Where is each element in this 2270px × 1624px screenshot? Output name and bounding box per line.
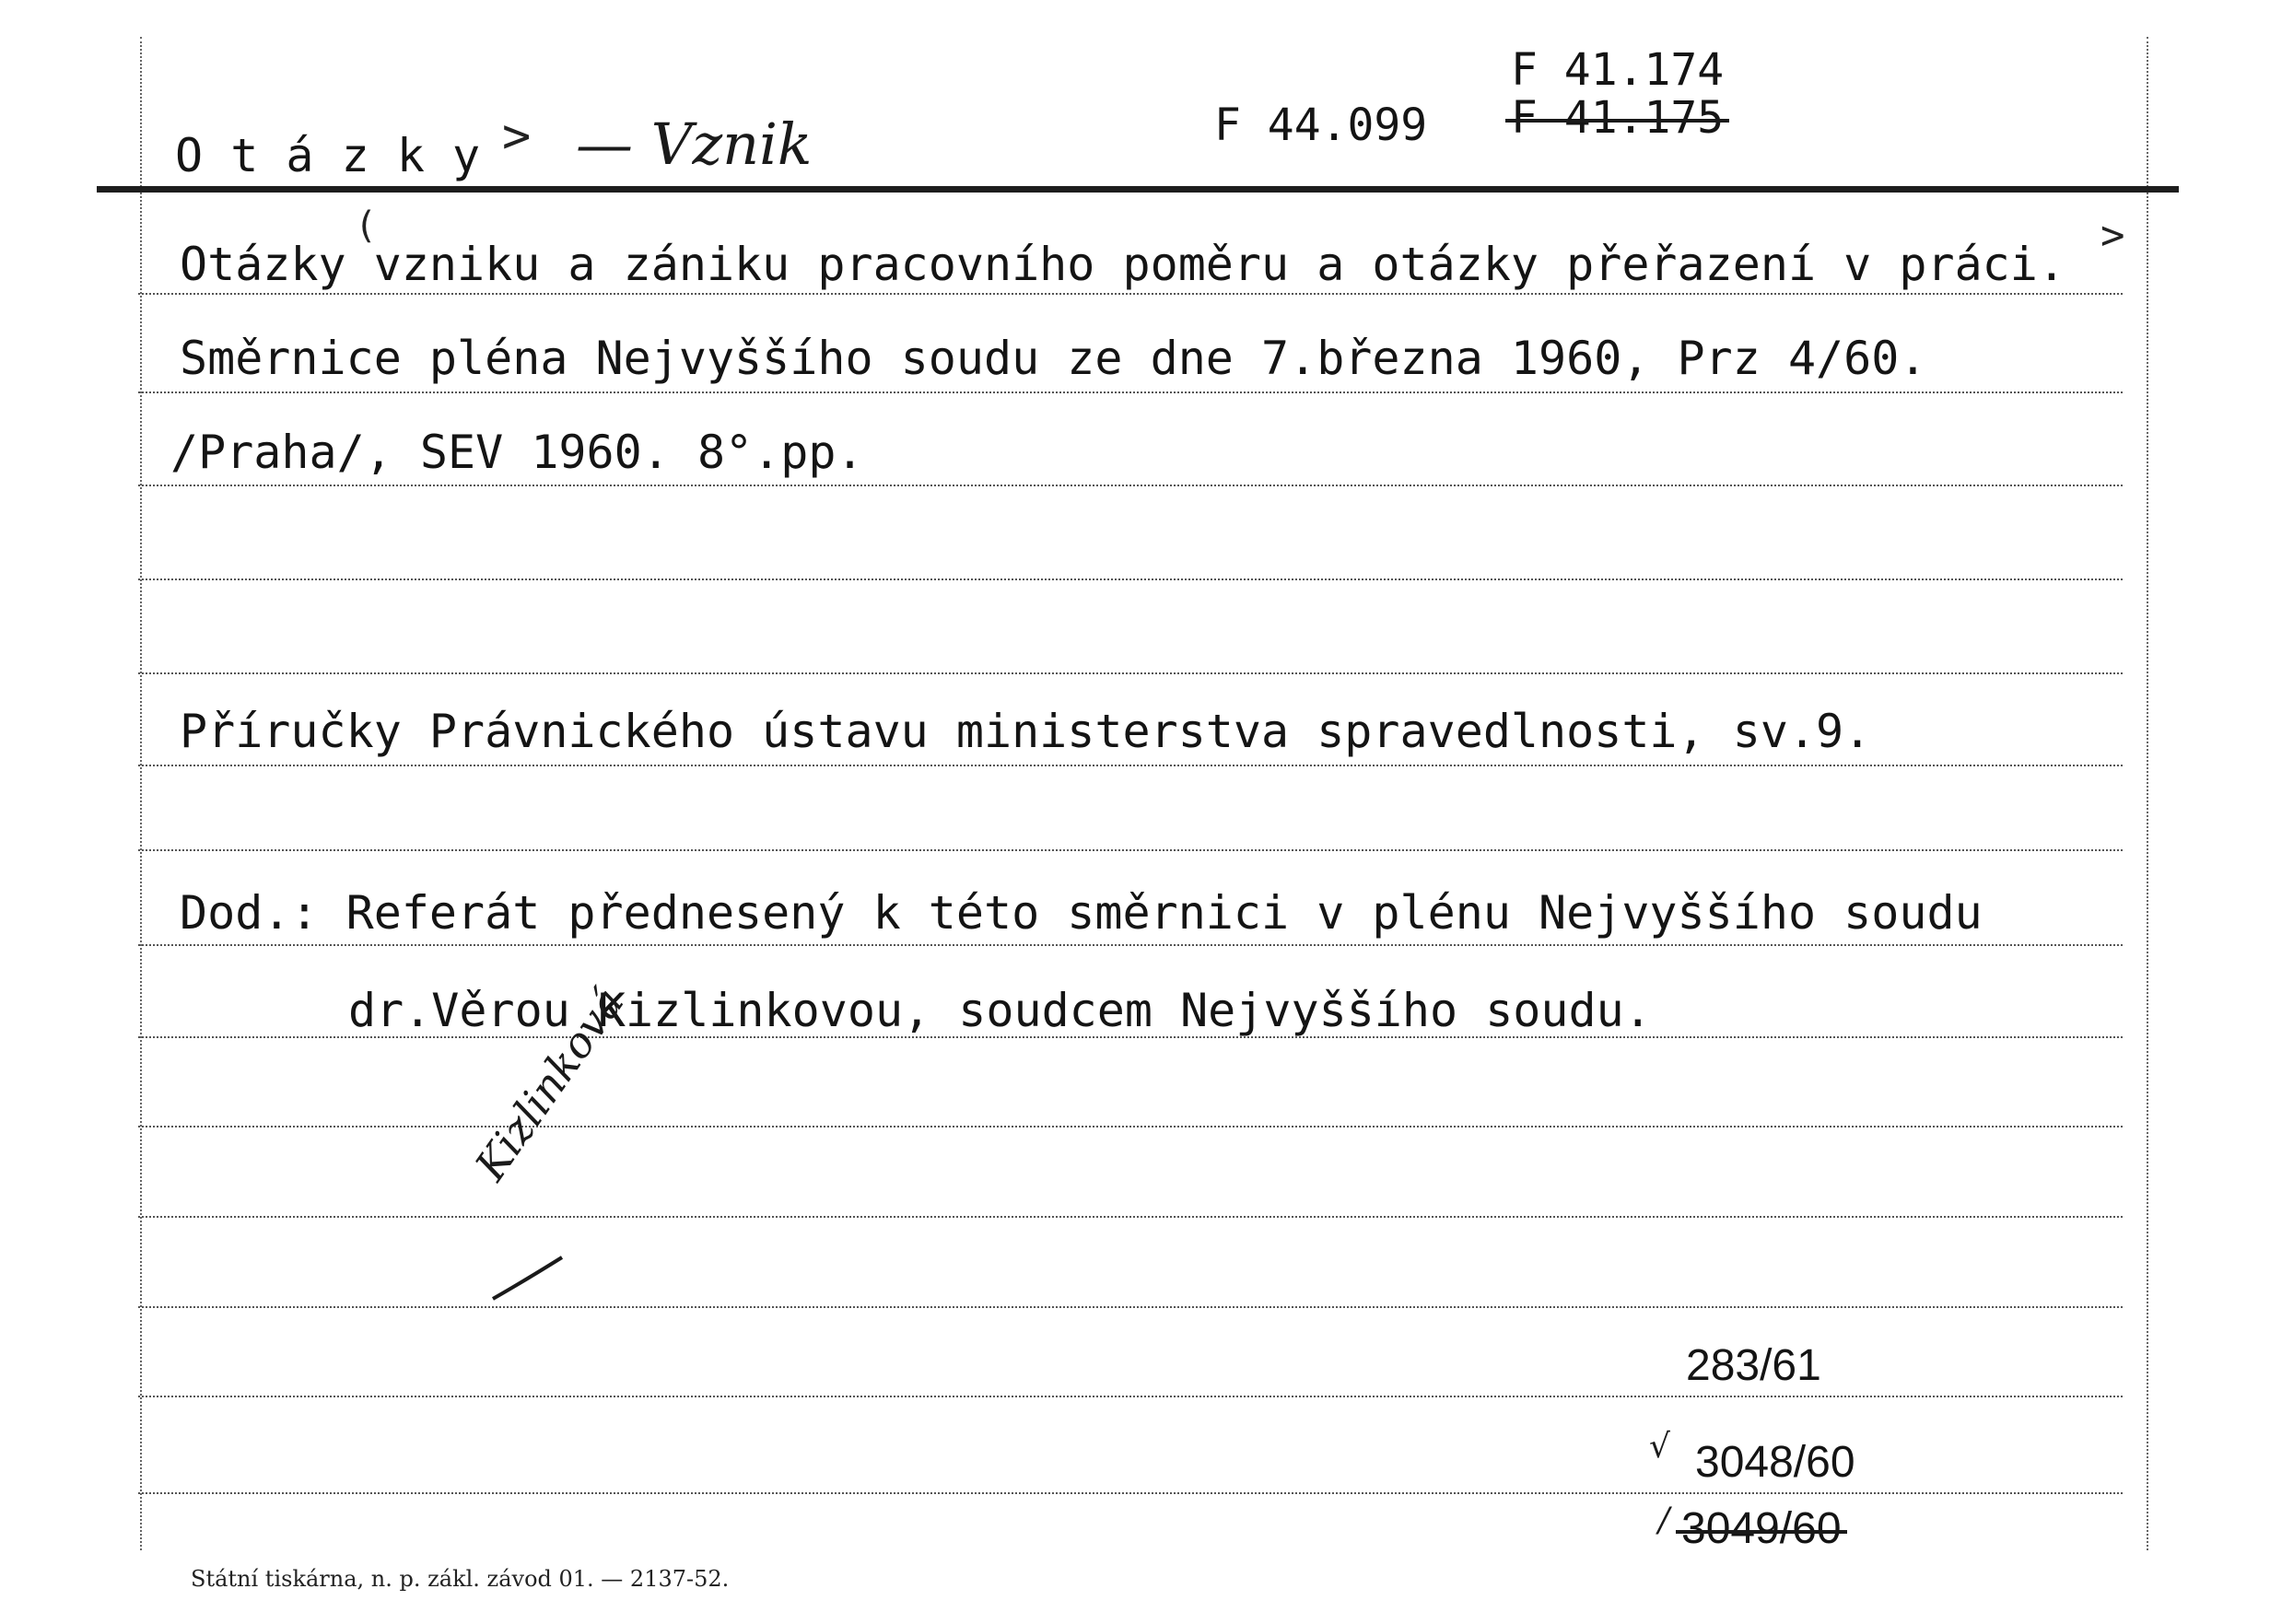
dotted-line xyxy=(138,1306,2123,1308)
signature-top: F 41.174 xyxy=(1511,44,1725,96)
series-line: Příručky Právnického ústavu ministerstva spravedlnosti, sv.9. xyxy=(180,705,1872,758)
note-line-1: Dod.: Referát přednesený k této směrnici v plénu Nejvyššího soudu xyxy=(180,886,1983,940)
dotted-line xyxy=(138,578,2123,580)
insert-mark-2: > xyxy=(2100,212,2125,259)
dotted-line xyxy=(138,1492,2123,1494)
left-margin-dots xyxy=(140,37,142,1550)
accession-number-struck: 3049/60 xyxy=(1681,1504,1842,1553)
title-line-1: Otázky vzniku a zániku pracovního poměru a otázky přeřazení v práci. xyxy=(180,238,2065,291)
imprint-line: /Praha/, SEV 1960. 8°.pp. xyxy=(170,426,864,479)
margin-handwritten-name: Kizlinková xyxy=(465,978,634,1189)
signature-struck: F 41.175 xyxy=(1511,92,1725,144)
dotted-line xyxy=(138,485,2123,486)
accession-number-1: 283/61 xyxy=(1686,1341,1821,1390)
dotted-line xyxy=(138,944,2123,946)
dotted-line xyxy=(138,1216,2123,1218)
dotted-line xyxy=(138,672,2123,674)
dotted-line xyxy=(138,849,2123,851)
right-margin-dots xyxy=(2147,37,2148,1550)
dotted-line xyxy=(138,1396,2123,1397)
call-number: F 44.099 xyxy=(1214,99,1428,151)
heading-handwritten: — Vznik xyxy=(576,111,813,178)
title-line-2: Směrnice pléna Nejvyššího soudu ze dne 7.března 1960, Prz 4/60. xyxy=(180,332,1927,385)
header-rule xyxy=(97,186,2179,193)
heading-angle-mark: > xyxy=(502,109,532,164)
check-mark: / xyxy=(1658,1501,1670,1539)
hand-stroke xyxy=(488,1253,571,1308)
dotted-line xyxy=(138,293,2123,295)
note-line-2: dr.Věrou Kizlinkovou, soudcem Nejvyššího soudu. xyxy=(348,984,1652,1037)
dotted-line xyxy=(138,1036,2123,1038)
dotted-line xyxy=(138,391,2123,393)
dotted-line xyxy=(138,1126,2123,1127)
accession-number-2: 3048/60 xyxy=(1695,1438,1855,1487)
check-mark: √ xyxy=(1649,1428,1670,1466)
printer-footer: Státní tiskárna, n. p. zákl. závod 01. — 2137-52. xyxy=(191,1566,730,1592)
dotted-line xyxy=(138,765,2123,766)
heading-typed: O t á z k y xyxy=(175,129,481,182)
insert-mark-1: ( xyxy=(355,204,378,247)
